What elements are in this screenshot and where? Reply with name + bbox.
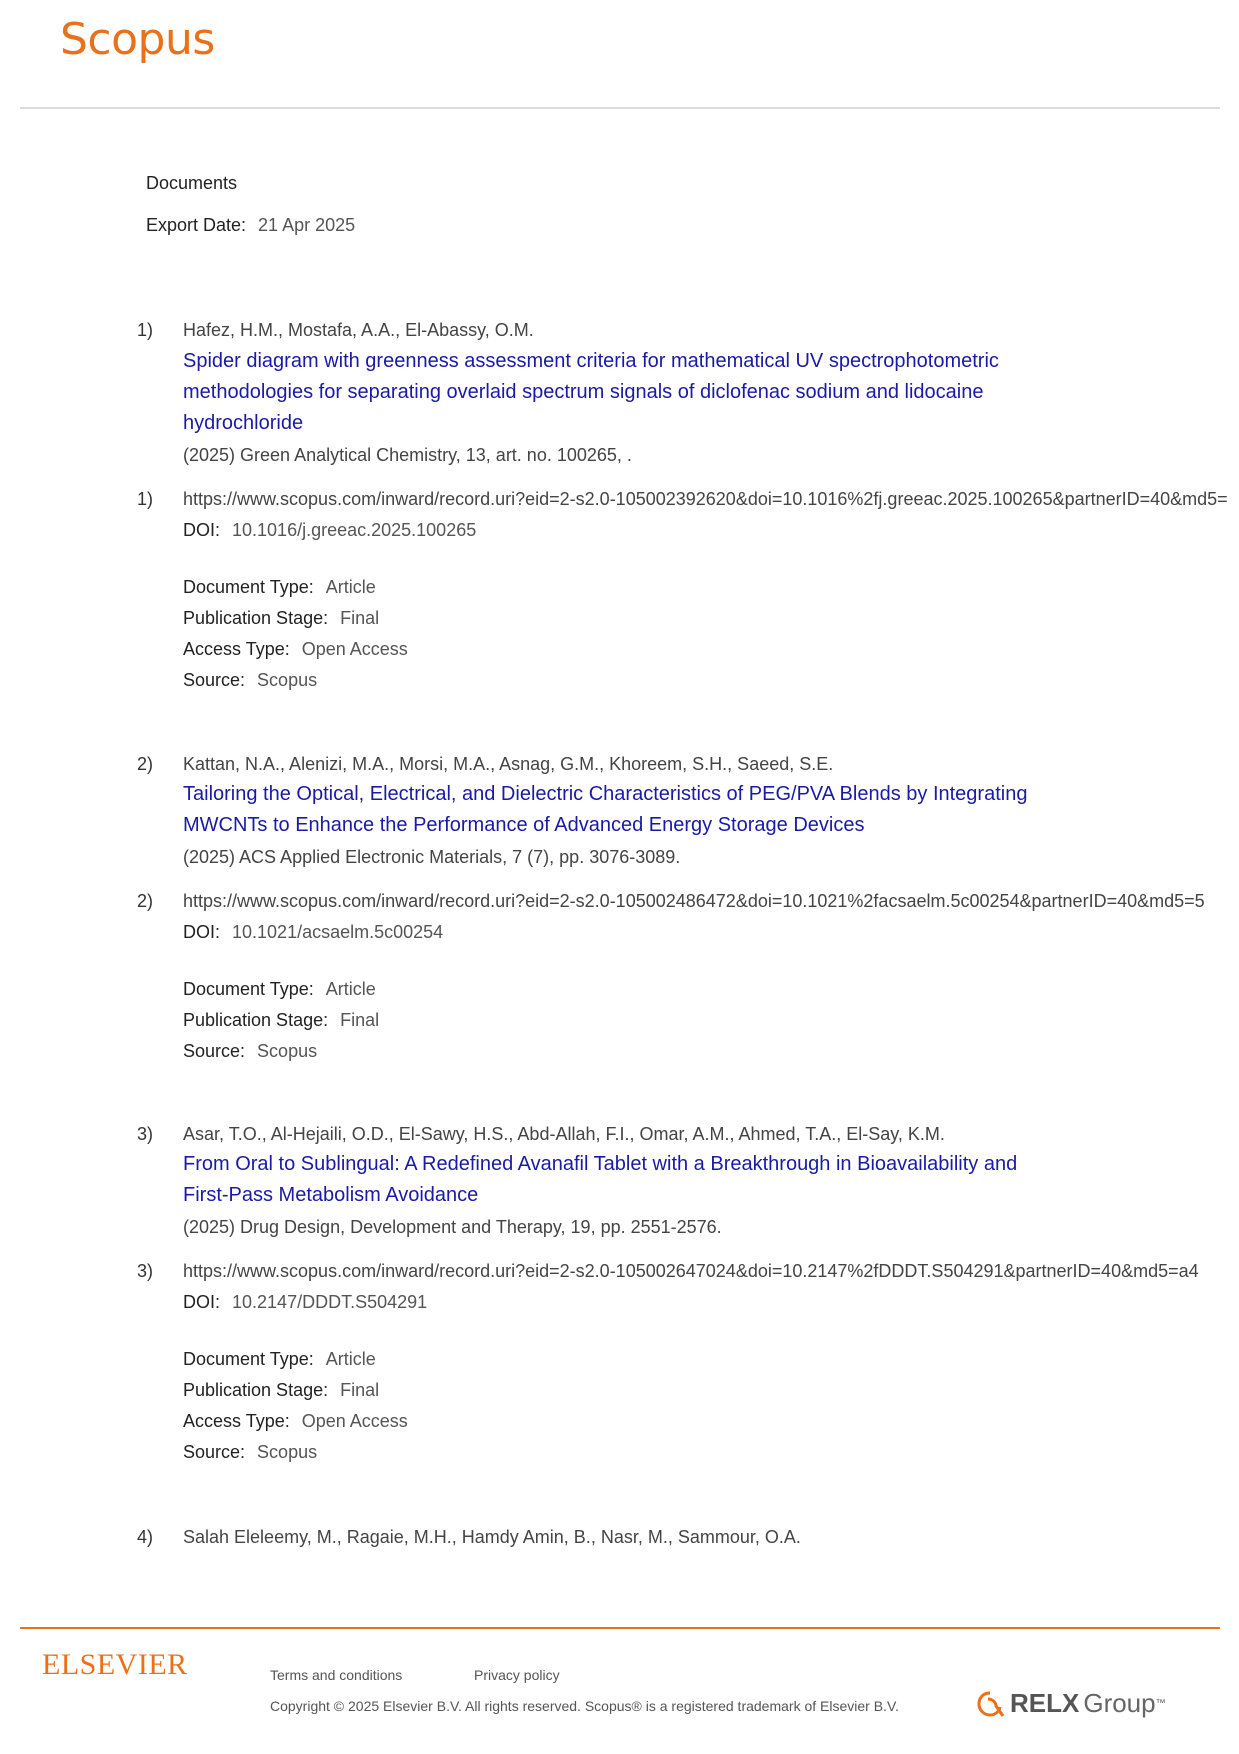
- record-doi: [183, 520, 476, 541]
- document-type-label: Document Type:: [183, 577, 314, 597]
- record-title-link[interactable]: methodologies for separating overlaid spectrum signals of diclofenac sodium and lidocaine: [183, 381, 984, 403]
- publication-stage-label: Publication Stage:: [183, 608, 329, 628]
- doi-label: DOI:: [183, 922, 221, 942]
- publication-stage-label: Publication Stage:: [183, 1380, 329, 1400]
- export-date-label: Export Date:: [146, 215, 247, 235]
- document-type-value: Article: [325, 1349, 376, 1369]
- relx-group-text: Group: [1083, 1688, 1156, 1718]
- export-date-value: 21 Apr 2025: [258, 215, 356, 235]
- record-doi: [183, 1292, 427, 1313]
- record-doi: [183, 922, 443, 943]
- doi-value: 10.2147/DDDT.S504291: [232, 1292, 428, 1312]
- document-type-label: Document Type:: [183, 979, 314, 999]
- publication-stage-value: Final: [340, 1010, 380, 1030]
- publication-stage-value: Final: [340, 1380, 380, 1400]
- document-type-label: Document Type:: [183, 1349, 314, 1369]
- access-type-label: Access Type:: [183, 1411, 290, 1431]
- access-type-label: Access Type:: [183, 639, 290, 659]
- record-title-link[interactable]: From Oral to Sublingual: A Redefined Avanafil Tablet with a Breakthrough in Bioavailability and: [183, 1153, 1018, 1175]
- export-date-row: [146, 215, 355, 236]
- privacy-link[interactable]: Privacy policy: [474, 1667, 560, 1683]
- relx-mark-icon: [976, 1690, 1006, 1718]
- source-value: Scopus: [257, 1442, 318, 1462]
- publication-stage-label: Publication Stage:: [183, 1010, 329, 1030]
- source-value: Scopus: [257, 1041, 318, 1061]
- record-authors: Kattan, N.A., Alenizi, M.A., Morsi, M.A., Asnag, G.M., Khoreem, S.H., Saeed, S.E.: [183, 754, 834, 774]
- source-label: Source:: [183, 1442, 246, 1462]
- relx-trademark: ™: [1155, 1698, 1166, 1709]
- doi-value: 10.1016/j.greeac.2025.100265: [232, 520, 477, 540]
- record-url[interactable]: https://www.scopus.com/inward/record.uri?eid=2-s2.0-105002486472&doi=10.1021%2facsaelm.5c00254&partnerID=40&md5=5: [183, 891, 1205, 911]
- record-authors: Salah Eleleemy, M., Ragaie, M.H., Hamdy Amin, B., Nasr, M., Sammour, O.A.: [183, 1527, 801, 1547]
- relx-logo[interactable]: [976, 1688, 1166, 1719]
- document-type-value: Article: [325, 979, 376, 999]
- doi-value: 10.1021/acsaelm.5c00254: [232, 922, 444, 942]
- record-citation: (2025) Drug Design, Development and Therapy, 19, pp. 2551-2576.: [183, 1217, 722, 1237]
- record-url[interactable]: https://www.scopus.com/inward/record.uri?eid=2-s2.0-105002647024&doi=10.2147%2fDDDT.S504291&partnerID=40&md5=a4: [183, 1261, 1199, 1281]
- record-number: 1): [137, 320, 154, 340]
- scopus-logo[interactable]: Scopus: [60, 14, 215, 65]
- document-type-row: [183, 1349, 376, 1370]
- document-type-value: Article: [325, 577, 376, 597]
- record-authors: Asar, T.O., Al-Hejaili, O.D., El-Sawy, H.S., Abd-Allah, F.I., Omar, A.M., Ahmed, T.A., El-Say, K.M.: [183, 1124, 945, 1144]
- record-title-link[interactable]: First-Pass Metabolism Avoidance: [183, 1184, 479, 1206]
- footer-divider: [20, 1627, 1220, 1629]
- record-authors: Hafez, H.M., Mostafa, A.A., El-Abassy, O.M.: [183, 320, 534, 340]
- access-type-row: [183, 639, 408, 660]
- source-value: Scopus: [257, 670, 318, 690]
- doi-label: DOI:: [183, 520, 221, 540]
- copyright-text: Copyright © 2025 Elsevier B.V. All rights reserved. Scopus® is a registered trademark of Elsevier B.V.: [270, 1698, 899, 1714]
- record-title-link[interactable]: hydrochloride: [183, 412, 304, 434]
- relx-text: RELX: [1010, 1688, 1080, 1718]
- publication-stage-row: [183, 1010, 379, 1031]
- access-type-value: Open Access: [301, 1411, 408, 1431]
- record-citation: (2025) Green Analytical Chemistry, 13, art. no. 100265, .: [183, 445, 632, 465]
- publication-stage-row: [183, 608, 379, 629]
- documents-heading: Documents: [146, 173, 238, 193]
- source-label: Source:: [183, 670, 246, 690]
- record-url[interactable]: https://www.scopus.com/inward/record.uri?eid=2-s2.0-105002392620&doi=10.1016%2fj.greeac.2025.100265&partnerID=40&md5=: [183, 489, 1228, 509]
- record-title-link[interactable]: Tailoring the Optical, Electrical, and Dielectric Characteristics of PEG/PVA Blends by Integrating: [183, 783, 1028, 805]
- elsevier-logo[interactable]: ELSEVIER: [42, 1648, 188, 1681]
- publication-stage-value: Final: [340, 608, 380, 628]
- record-citation: (2025) ACS Applied Electronic Materials, 7 (7), pp. 3076-3089.: [183, 847, 681, 867]
- source-row: [183, 1442, 317, 1463]
- document-type-row: [183, 577, 376, 598]
- record-number: 4): [137, 1527, 154, 1547]
- publication-stage-row: [183, 1380, 379, 1401]
- access-type-value: Open Access: [301, 639, 408, 659]
- record-title-link[interactable]: Spider diagram with greenness assessment criteria for mathematical UV spectrophotometric: [183, 350, 999, 372]
- record-title-link[interactable]: MWCNTs to Enhance the Performance of Advanced Energy Storage Devices: [183, 814, 865, 836]
- source-label: Source:: [183, 1041, 246, 1061]
- header-divider: [20, 107, 1220, 109]
- record-number: 2): [137, 754, 154, 774]
- source-row: [183, 670, 317, 691]
- record-number: 1): [137, 489, 154, 509]
- access-type-row: [183, 1411, 408, 1432]
- doi-label: DOI:: [183, 1292, 221, 1312]
- source-row: [183, 1041, 317, 1062]
- record-number: 2): [137, 891, 154, 911]
- document-type-row: [183, 979, 376, 1000]
- record-number: 3): [137, 1124, 154, 1144]
- record-number: 3): [137, 1261, 154, 1281]
- terms-link[interactable]: Terms and conditions: [270, 1667, 403, 1683]
